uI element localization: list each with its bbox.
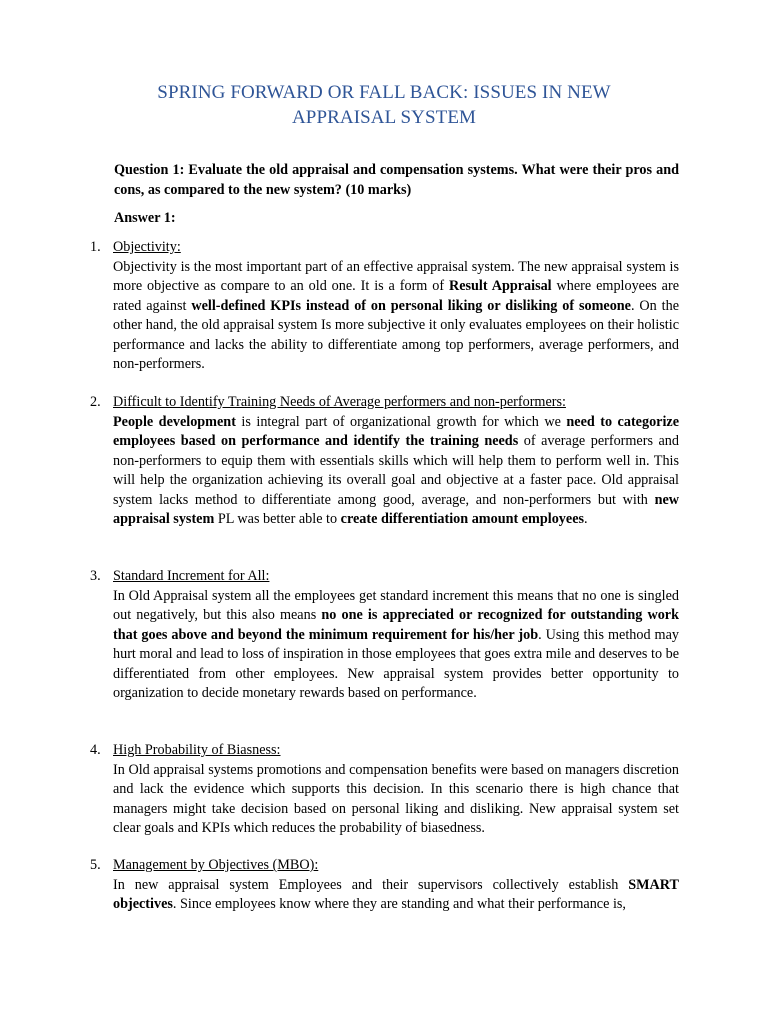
body-text: is integral part of organizational growth for which we <box>235 413 567 430</box>
body-text: where employees are rated against <box>113 278 679 314</box>
item-heading: Difficult to Identify Training Needs of Average performers and non-performers: <box>113 394 566 410</box>
title-line-2: APPRAISAL SYSTEM <box>291 107 477 128</box>
body-bold: well-defined KPIs instead of on personal liking or disliking of someone <box>191 297 631 314</box>
item-heading: Objectivity: <box>113 239 181 255</box>
body-text: . <box>584 511 588 527</box>
body-bold: People development <box>113 413 236 430</box>
answer-label: Answer 1: <box>114 210 176 226</box>
item-heading: Management by Objectives (MBO): <box>113 857 319 873</box>
list-number: 5. <box>90 857 101 873</box>
body-bold: no one is appreciated or recognized for outstanding work that goes above and beyond the minimum requirement for his/her job <box>113 607 679 643</box>
list-item-training-needs <box>90 393 679 530</box>
body-bold: new appraisal system <box>113 491 679 527</box>
list-item-mbo <box>90 856 679 915</box>
list-number: 4. <box>90 742 101 758</box>
body-bold: need to categorize employees based on performance and identify the training needs <box>113 413 679 449</box>
body-bold: create differentiation amount employees <box>340 511 585 527</box>
body-text: . Since employees know where they are standing and what their performance is, <box>172 896 626 912</box>
body-bold: Result Appraisal <box>448 278 552 294</box>
list-item-biasness <box>90 741 679 839</box>
list-number: 3. <box>90 568 101 584</box>
item-heading: Standard Increment for All: <box>113 568 270 584</box>
item-body <box>113 413 679 530</box>
title-line-1: SPRING FORWARD OR FALL BACK: ISSUES IN NEW <box>157 82 611 103</box>
body-text: Objectivity is the most important part of an effective appraisal system. The new appraisal system is more objective as compare to an old one. It is a form of <box>113 258 679 294</box>
question-text: Question 1: Evaluate the old appraisal and compensation systems. What were their pros and cons, as compared to the new system? (10 marks) <box>114 162 679 198</box>
item-heading: High Probability of Biasness: <box>113 742 281 758</box>
item-body <box>113 876 679 915</box>
body-text: In Old Appraisal system all the employees get standard increment this means that no one is singled out negatively, but this also means <box>113 587 679 623</box>
item-body <box>113 258 679 375</box>
item-body <box>113 587 679 704</box>
body-text: . On the other hand, the old appraisal system Is more subjective it only evaluates employees on their holistic performance and lacks the ability to differentiate among top performers, average performers, and non-performers. <box>113 297 679 372</box>
body-text: of average performers and non-performers to equip them with essentials skills which will help them to perform well in. This will help the organization achieving its overall goal and objective at a faster pace. Old appraisal system lacks method to differentiate among good, average, and non-performers but with <box>113 433 679 508</box>
item-body <box>113 761 679 839</box>
body-text: In Old appraisal systems promotions and compensation benefits were based on managers discretion and lack the evidence which supports this decision. In this scenario there is high chance that managers might take decision based on personal liking and disliking. New appraisal system set clear goals and KPIs which reduces the probability of biasedness. <box>113 761 679 836</box>
list-item-objectivity <box>90 238 679 375</box>
body-text: In new appraisal system Employees and their supervisors collectively establish <box>113 876 629 893</box>
document-title <box>90 80 678 130</box>
list-number: 2. <box>90 394 101 410</box>
body-text: . Using this method may hurt moral and lead to loss of inspiration in those employees that goes extra mile and deserves to be differentiated from other employees. New appraisal system provides better opportunity to organization to decide monetary rewards based on performance. <box>113 626 679 701</box>
list-number: 1. <box>90 239 101 255</box>
body-text: PL was better able to <box>214 511 341 527</box>
list-item-standard-increment <box>90 567 679 704</box>
body-bold: SMART objectives <box>113 876 679 912</box>
